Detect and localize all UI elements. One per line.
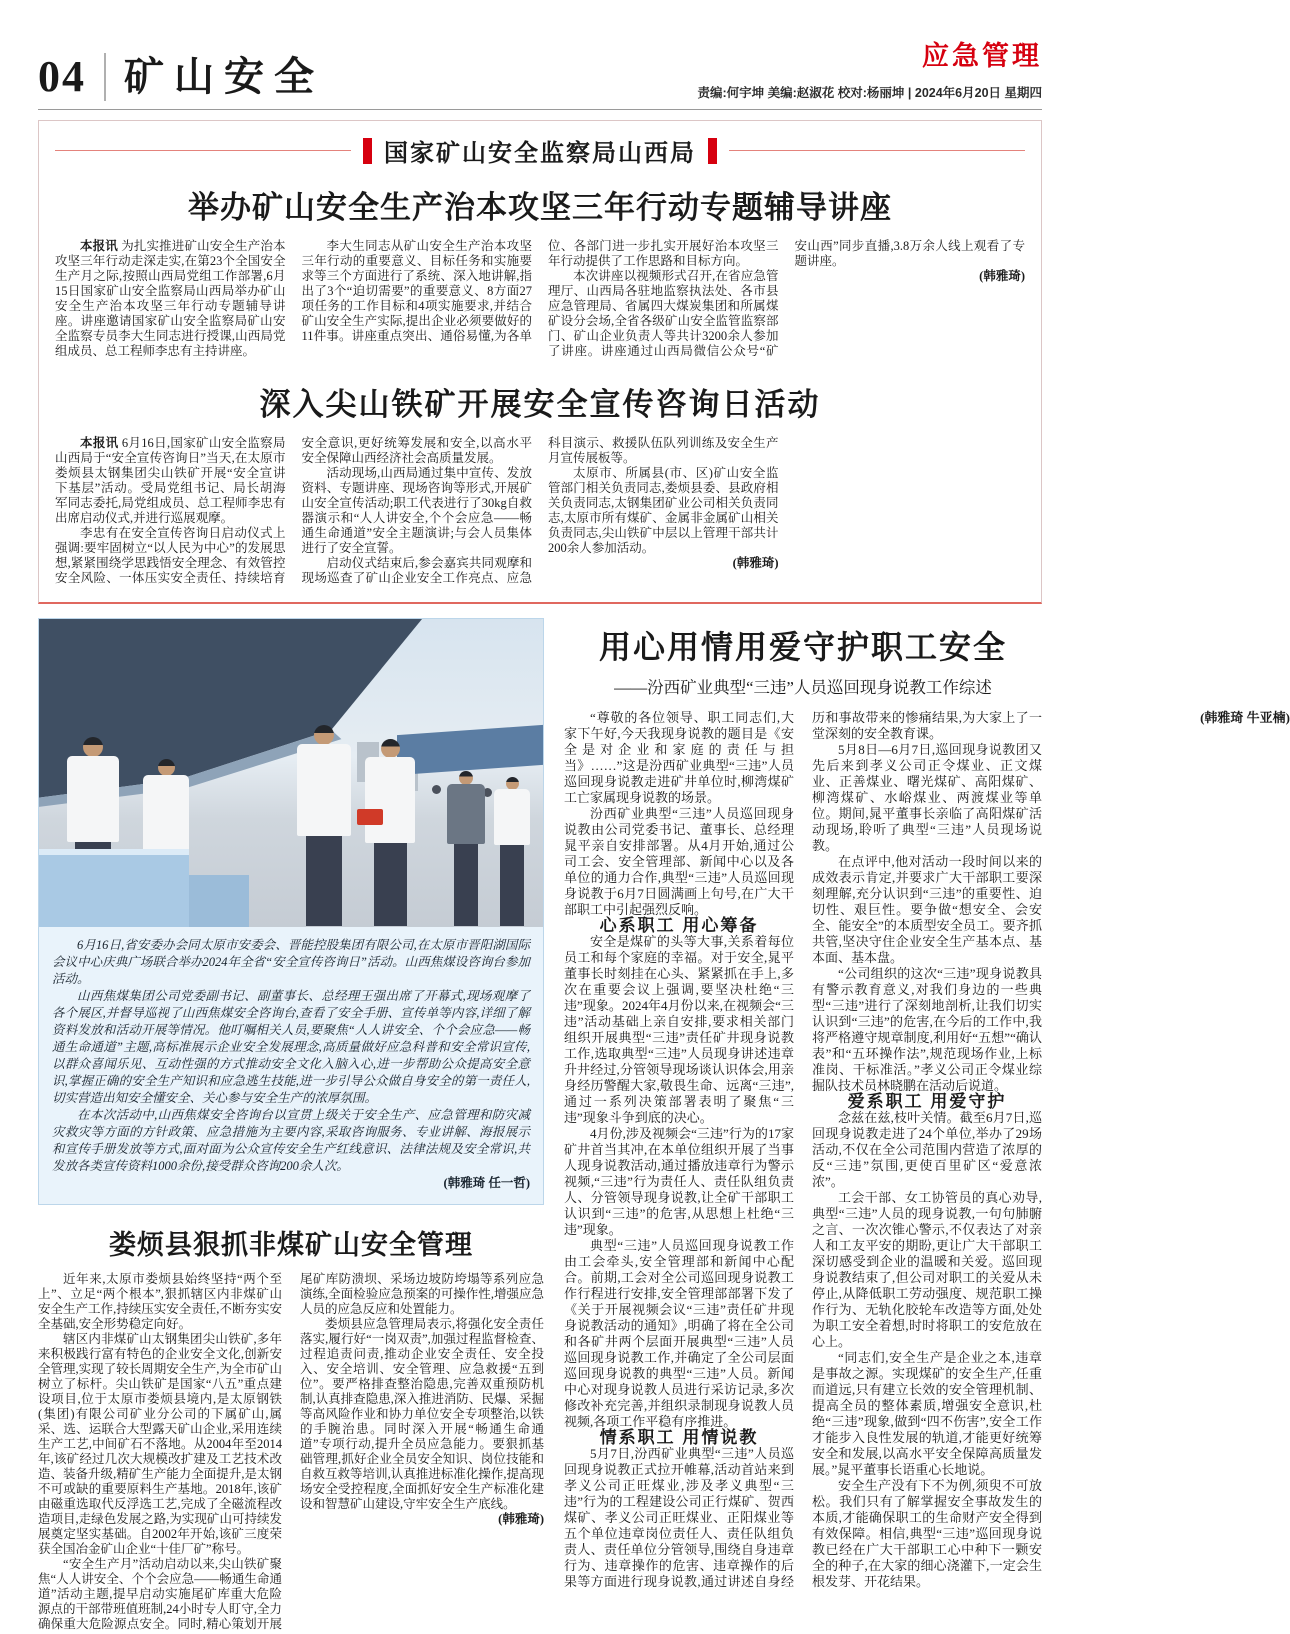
- article-fenxi-byline: (韩雅琦 牛亚楠): [1200, 710, 1290, 725]
- paragraph: 启动仪式结束后,参会嘉宾共同观摩和现场巡查了矿山企业安全工作亮点、应急科目演示、救援队伍队列训练及安全生产月宣传展板等。: [301, 436, 779, 585]
- bottom-section: [38, 618, 1290, 1634]
- section-title: 矿山安全: [124, 55, 324, 99]
- paragraph: 在点评中,他对活动一段时间以来的成效表示肯定,并要求广大干部职工要深刻理解,充分认识到“三违”的重要性、迫切性、艰巨性。要争做“想安全、会安全、能安全”的本质型安全员工。要齐抓共管,坚决守住企业安全生产基本点、基本面、基本盘。: [812, 854, 1042, 965]
- editor-credits: 责编:何宇坤 美编:赵淑花 校对:杨丽坤 | 2024年6月20日 星期四: [697, 86, 1042, 100]
- photo-person: [494, 777, 530, 926]
- crowd-figure: [432, 785, 441, 794]
- paragraph: 辖区内非煤矿山太钢集团尖山铁矿,多年来积极践行富有特色的企业安全文化,创新安全管理,实现了较长周期安全生产,为全市矿山树立了标杆。尖山铁矿是国家“八五”重点建设项目,位于太原市娄烦县境内,是太原钢铁(集团)有限公司矿业分公司的下属矿山,属采、选、运联合大型露天矿山企业,采用连续生产工艺,中间矿石不落地。从2004年至2014年,该矿经过几次大规模改扩建及工艺技术改造、装备升级,精矿生产能力全面提升,是太钢不可或缺的重要原料生产基地。2018年,该矿由磁重选取代反浮选工艺,完成了全磁流程改造项目,走绿色发展之路,为实现矿山可持续发展奠定坚实基础。自2002年开始,该矿三度荣获全国冶金矿山企业“十佳厂矿”称号。: [38, 1332, 282, 1556]
- subhead-xinxi: 心系职工 用心筹备: [599, 916, 759, 935]
- banner-bar-left: [363, 138, 372, 164]
- header-right: [697, 34, 1042, 101]
- article-consult-body: [55, 436, 1025, 588]
- paragraph: 4月份,涉及视频会“三违”行为的17家矿井首当其冲,在本单位组织开展了当事人现身说教活动,通过播放违章行为警示视频,“三违”行为责任人、责任队组负责人、分管领导现身说教,让全矿干部职工认识到“三违”的危害,从思想上杜绝“三违”现象。: [564, 1126, 794, 1237]
- paragraph: [55, 436, 286, 526]
- paragraph-text: 6月16日,国家矿山安全监察局山西局于“安全宣传咨询日”当天,在太原市娄烦县太钢集团尖山铁矿开展“安全宣讲下基层”活动。受局党组书记、局长胡海军同志委托,局党组成员、总工程师李忠有出席启动仪式,并进行巡展观摩。: [55, 436, 286, 525]
- paragraph: “同志们,安全生产是企业之本,违章是事故之源。实现煤矿的安全生产,任重而道远,只有建立长效的安全管理机制、提高全员的整体素质,增强安全意识,杜绝“三违”现象,做到“四不伤害”,安全工作才能步入良性发展的轨道,才能更好统筹安全和发展,以高水平安全保障高质量发展。”晁平董事长语重心长地说。: [812, 1350, 1042, 1477]
- photo-panel: [38, 618, 544, 1205]
- article-loufan-byline: (韩雅琦): [498, 1512, 544, 1526]
- article-consult-byline: (韩雅琦): [732, 556, 779, 570]
- paragraph: 李大生同志从矿山安全生产治本攻坚三年行动的重要意义、目标任务和实施要求等三个方面进行了系统、深入地讲解,指出了3个“迫切需要”的重要意义、8方面27项任务的工作目标和4项实施要求,并结合矿山安全生产实际,提出企业必须要做好的11件事。讲座重点突出、通俗易懂,为各单位、各部门进一步扎实开展好治本攻坚三年行动提供了工作思路和目标方向。: [301, 239, 779, 343]
- paragraph: 安全是煤矿的头等大事,关系着每位员工和每个家庭的幸福。对于安全,晁平董事长时刻挂在心头、紧紧抓在手上,多次在重要会议上强调,要坚决杜绝“三违”现象。2024年4月份以来,在视频会“三违”活动基础上亲自安排,要求相关部门组织开展典型“三违”责任矿井现身说教工作,选取典型“三违”人员现身讲述违章升井经过,分管领导现场谈认识体会,用亲身经历警醒大家,敬畏生命、远离“三违”,通过一系列决策部署表明了聚焦“三违”现象斗争到底的决心。: [564, 934, 794, 1125]
- banner-rule-right: [729, 150, 1025, 151]
- banner-title: 国家矿山安全监察局山西局: [384, 140, 696, 167]
- paragraph: 5月7日,汾西矿业典型“三违”人员巡回现身说教正式拉开帷幕,活动首站来到孝义公司正旺煤业,涉及孝义典型“三违”行为的工程建设公司正行煤矿、贺西煤矿、孝义公司正旺煤业、正阳煤业等五个单位违章岗位责任人、责任队组负责人、责任单位分管领导,围绕自身违章行为、违章操作的危害、违章操作的后果等方面进行现身说教,通过讲述自身经历和事故带来的惨痛结果,为大家上了一堂深刻的安全教育课。: [564, 710, 1042, 1589]
- header-left: [38, 53, 324, 101]
- caption-byline: (韩雅琦 任一哲): [443, 1176, 530, 1190]
- paragraph: 李忠有在安全宣传咨询日启动仪式上强调:要牢固树立“以人民为中心”的发展思想,紧紧围绕学思践悟安全理念、有效管控安全风险、一体压实安全责任、持续培育安全意识,更好统筹发展和安全,以高水平安全保障山西经济社会高质量发展。: [55, 436, 532, 585]
- page-number: 04: [38, 52, 86, 101]
- paragraph: 典型“三违”人员巡回现身说教工作由工会牵头,安全管理部和新闻中心配合。前期,工会对全公司巡回现身说教工作行程进行安排,安全管理部部署下发了《关于开展视频会议“三违”责任矿井现身说教活动的通知》,明确了将在全公司和各矿井两个层面开展典型“三违”人员巡回现身说教工作,并确定了全公司层面巡回现身说教的典型“三违”人员。新闻中心对现身说教人员进行采访记录,多次修改补充完善,并组织录制现身说教人员视频,各项工作平稳有序推进。: [564, 1238, 794, 1429]
- article-fenxi-subtitle: ——汾西矿业典型“三违”人员巡回现身说教工作综述: [614, 678, 992, 697]
- banner-bar-right: [708, 138, 717, 164]
- caption-paragraph: 山西焦煤集团公司党委副书记、副董事长、总经理王强出席了开幕式,现场观摩了各个展区,并督导巡视了山西焦煤安全咨询台,查看了安全手册、宣传单等内容,详细了解资料发放和活动开展等情况。他叮嘱相关人员,要聚焦“人人讲安全、个个会应急——畅通生命通道”主题,高标准展示企业安全发展理念,高质量做好应急科普和安全常识宣传,以群众喜闻乐见、互动性强的方式推动安全文化入脑入心,进一步帮助公众提高安全意识,掌握正确的安全生产知识和应急逃生技能,进一步引导公众做自身安全的第一责任人,切实营造出知安全懂安全、关心参与安全生产的浓厚氛围。: [52, 989, 530, 1105]
- paragraph: 安全生产没有下不为例,须臾不可放松。我们只有了解掌握安全事故发生的本质,才能确保职工的生命财产安全得到有效保障。相信,典型“三违”巡回现身说教已经在广大干部职工心中种下一颗安全的种子,在大家的细心浇灌下,一定会生根发芽、开花结果。: [812, 1478, 1042, 1589]
- lead-tag: 本报讯: [80, 436, 119, 450]
- bottom-left-column: [38, 618, 544, 1634]
- paragraph: 太原市、所属县(市、区)矿山安全监管部门相关负责同志,娄烦县委、县政府相关负责同志,太钢集团矿业公司相关负责同志,太原市所有煤矿、金属非金属矿山相关负责同志,尖山铁矿中层以上管理干部共计200余人参加活动。: [548, 466, 779, 555]
- article-lecture-headline: 举办矿山安全生产治本攻坚三年行动专题辅导讲座: [188, 190, 892, 225]
- subhead-qingxi: 情系职工 用情说教: [599, 1428, 759, 1447]
- news-photo: [39, 619, 543, 927]
- photo-person: [447, 771, 485, 926]
- subhead-aixi: 爱系职工 用爱守护: [847, 1092, 1007, 1111]
- photo-caption: [39, 927, 543, 1204]
- paragraph: “安全生产月”活动启动以来,尖山铁矿聚焦“人人讲安全、个个会应急——畅通生命通道”活动主题,提早启动实施尾矿库重大危险源点的干部带班值班制,24小时专人盯守,全力确保重大危险源点安全。同时,精心策划开展尾矿库防溃坝、采场边坡防垮塌等系列应急演练,全面检验应急预案的可操作性,增强应急人员的应急反应和处置能力。: [38, 1272, 544, 1631]
- paragraph: “公司组织的这次“三违”现身说教具有警示教育意义,对我们身边的一些典型“三违”进行了深刻地剖析,让我们切实认识到“三违”的危害,在今后的工作中,我将严格遵守规章制度,利用好“五想”“确认表”和“五环操作法”,规范现场作业,上标准岗、干标准活。”孝义公司正令煤业综掘队技术员林晓鹏在活动后说道。: [812, 966, 1042, 1093]
- page-header: [38, 34, 1042, 110]
- masthead: 应急管理: [922, 41, 1042, 71]
- paragraph: 近年来,太原市娄烦县始终坚持“两个至上”、立足“两个根本”,狠抓辖区内非煤矿山安全生产工作,持续压实安全责任,不断夯实安全基础,安全形势稳定向好。: [38, 1272, 282, 1331]
- photo-person: [365, 739, 415, 926]
- lead-tag: 本报讯: [80, 239, 118, 253]
- caption-paragraph: 在本次活动中,山西焦煤安全咨询台以宣贯上级关于安全生产、应急管理和防灾减灾救灾等方面的方针政策、应急措施为主要内容,采取咨询服务、专业讲解、海报展示和宣传手册发放等方式,面对面为公众宣传安全生产红线意识、法律法规及安全常识,共发放各类宣传资料1000余份,接受群众咨询200余人次。: [52, 1108, 530, 1173]
- article-lecture-body: [55, 239, 1025, 363]
- banner-rule-left: [55, 150, 351, 151]
- paragraph: 汾西矿业典型“三违”人员巡回现身说教由公司党委书记、董事长、总经理晁平亲自安排部署。从4月开始,通过公司工会、安全管理部、新闻中心以及各单位的通力合作,典型“三违”人员巡回现身说教于6月7日圆满画上句号,在广大干部职工中引起强烈反响。: [564, 806, 794, 917]
- paragraph: [55, 239, 286, 359]
- bureau-banner: [55, 133, 1025, 168]
- paragraph: “尊敬的各位领导、职工同志们,大家下午好,今天我现身说教的题目是《安全是对企业和家庭的责任与担当》……”这是汾西矿业典型“三违”人员巡回现身说教走进矿井单位时,柳湾煤矿工亡家属现身说教的场景。: [564, 710, 794, 805]
- paragraph-text: 为扎实推进矿山安全生产治本攻坚三年行动走深走实,在第23个全国安全生产月之际,按照山西局党组工作部署,6月15日国家矿山安全监察局山西局举办矿山安全生产治本攻坚三年行动专题辅导讲座。讲座邀请国家矿山安全监察局矿山安全监察专员李大生同志进行授课,山西局党组成员、总工程师李忠有主持讲座。: [55, 239, 286, 358]
- consultation-table: [189, 875, 249, 927]
- consultation-table: [39, 849, 189, 927]
- red-booklet: [357, 809, 383, 825]
- article-loufan-headline: 娄烦县狠抓非煤矿山安全管理: [109, 1230, 473, 1260]
- bottom-right-column: [564, 618, 1290, 1634]
- paragraph: 本次讲座以视频形式召开,在省应急管理厅、山西局各驻地监察执法处、各市县应急管理局、省属四大煤炭集团和所属煤矿设分会场,全省各级矿山安全监管监察部门、矿山企业负责人等共计3200余人参加了讲座。讲座通过山西局微信公众号“矿安山西”同步直播,3.8万余人线上观看了专题讲座。: [548, 239, 1025, 358]
- top-section-box: [38, 120, 1042, 604]
- paragraph: 娄烦县应急管理局表示,将强化安全责任落实,履行好“一岗双责”,加强过程监督检查、过程追责问责,推动企业安全责任、安全投入、安全培训、安全管理、应急救援“五到位”。要严格排查整治隐患,完善双重预防机制,认真排查隐患,深入推进消防、民爆、采掘等高风险作业和协力单位安全专项整治,以铁的手腕治患。同时深入开展“畅通生命通道”专项行动,提升全员应急能力。要狠抓基础管理,抓好企业全员安全知识、岗位技能和自救互救等培训,认真推进标准化操作,提高现场安全受控程度,全面抓好安全生产标准化建设和智慧矿山建设,守牢安全生产底线。: [300, 1317, 544, 1511]
- article-consult-headline: 深入尖山铁矿开展安全宣传咨询日活动: [259, 387, 821, 422]
- paragraph: 工会干部、女工协管员的真心劝导,典型“三违”人员的现身说教,一句句肺腑之言、一次次锥心警示,不仅表达了对亲人和工友平安的期盼,更让广大干部职工深切感受到企业的温暖和关爱。巡回现身说教结束了,但公司对职工的关爱从未停止,从降低职工劳动强度、规范职工操作行为、无轨化胶轮车改造等方面,处处为职工安全着想,时时将职工的安危放在心上。: [812, 1190, 1042, 1349]
- paragraph: 念兹在兹,枝叶关情。截至6月7日,巡回现身说教走进了24个单位,举办了29场活动,不仅在全公司范围内营造了浓厚的反“三违”氛围,更使百里矿区“爱意浓浓”。: [812, 1110, 1042, 1189]
- caption-paragraph: 6月16日,省安委办会同太原市安委会、晋能控股集团有限公司,在太原市晋阳湖国际会议中心庆典广场联合举办2024年全省“安全宣传咨询日”活动。山西焦煤设咨询台参加活动。: [52, 938, 530, 986]
- header-divider: [104, 53, 106, 101]
- article-fenxi-body: [564, 710, 1290, 1602]
- paragraph: 活动现场,山西局通过集中宣传、发放资料、专题讲座、现场咨询等形式,开展矿山安全宣传活动;职工代表进行了30kg自救器演示和“人人讲安全,个个会应急——畅通生命通道”安全主题演讲;与会人员集体进行了安全宣誓。: [301, 466, 532, 555]
- paragraph: 5月8日—6月7日,巡回现身说教团又先后来到孝义公司正令煤业、正文煤业、正善煤业、曙光煤矿、高阳煤矿、柳湾煤矿、水峪煤业、两渡煤业等单位。期间,晁平董事长亲临了高阳煤矿活动现场,聆听了典型“三违”人员现场说教。: [812, 742, 1042, 853]
- tent-canopy-right: [397, 725, 543, 775]
- article-fenxi-headline: 用心用情用爱守护职工安全: [598, 629, 1007, 665]
- article-lecture-byline: (韩雅琦): [979, 269, 1025, 283]
- photo-person: [297, 725, 351, 926]
- article-loufan-body: [38, 1272, 544, 1634]
